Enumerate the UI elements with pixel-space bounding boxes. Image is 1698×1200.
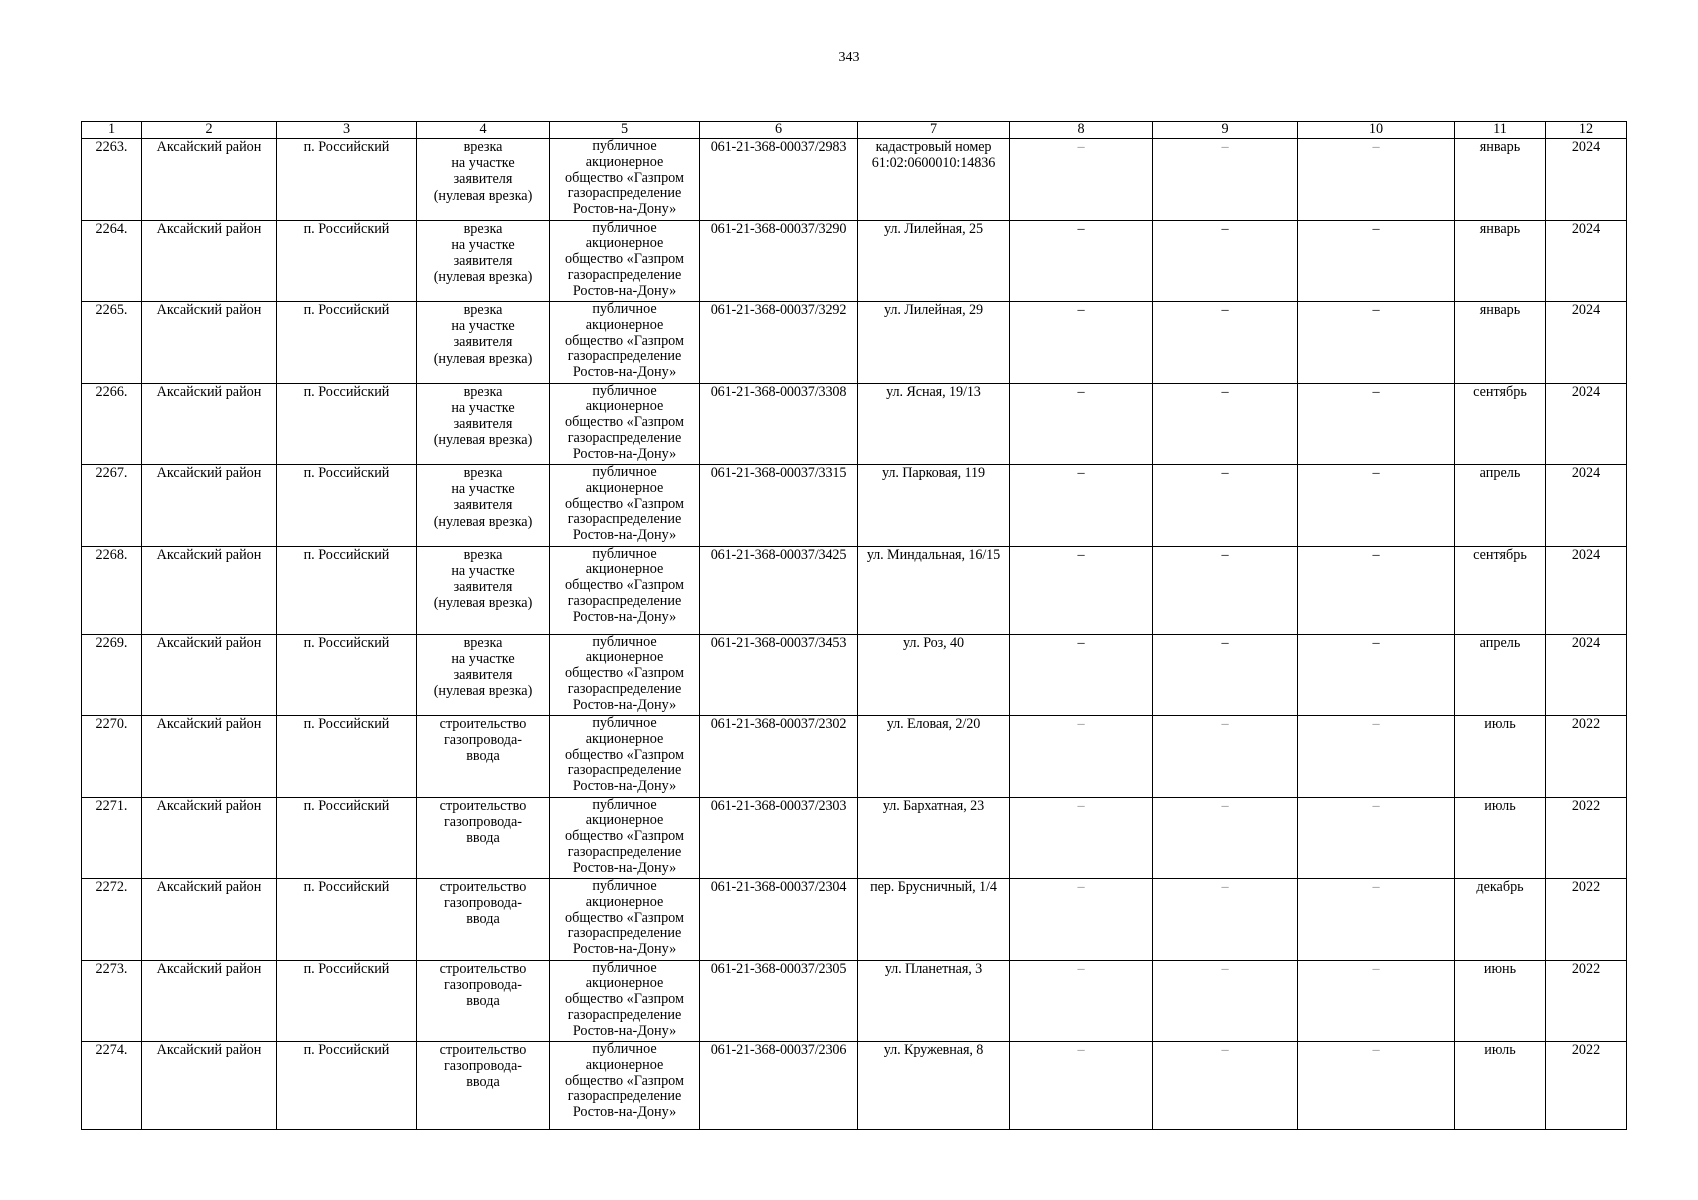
work_type-line: заявителя <box>453 334 513 351</box>
column-9-cell: – <box>1153 302 1298 384</box>
column-9-cell: – <box>1153 960 1298 1042</box>
column-8-cell: – <box>1010 302 1153 384</box>
organization-cell <box>550 302 700 384</box>
month-cell: декабрь <box>1455 879 1546 961</box>
table-row <box>82 716 1627 798</box>
work_type-line: ввода <box>466 748 500 765</box>
address-cell <box>858 465 1010 547</box>
year-cell: 2024 <box>1546 383 1627 465</box>
year-cell: 2022 <box>1546 1042 1627 1130</box>
organization-cell <box>550 465 700 547</box>
organization-line: акционерное <box>585 730 664 747</box>
settlement-cell: п. Российский <box>277 383 417 465</box>
year-cell: 2022 <box>1546 960 1627 1042</box>
organization-line: Ростов-на-Дону» <box>572 201 677 218</box>
row-number-cell: 2268. <box>82 546 142 634</box>
year-cell: 2022 <box>1546 797 1627 879</box>
organization-line: Ростов-на-Дону» <box>572 282 677 299</box>
settlement-cell: п. Российский <box>277 546 417 634</box>
organization-line: газораспределение <box>567 266 682 283</box>
organization-line: Ростов-на-Дону» <box>572 1104 677 1121</box>
row-number-cell: 2264. <box>82 220 142 302</box>
work_type-line: заявителя <box>453 578 513 595</box>
application-code-cell: 061-21-368-00037/3453 <box>700 634 858 716</box>
address-line: ул. Еловая, 2/20 <box>886 716 981 732</box>
application-code-cell: 061-21-368-00037/3290 <box>700 220 858 302</box>
table-row <box>82 139 1627 221</box>
address-cell <box>858 546 1010 634</box>
column-10-cell: – <box>1298 1042 1455 1130</box>
district-cell: Аксайский район <box>142 1042 277 1130</box>
organization-line: газораспределение <box>567 429 682 446</box>
address-line: ул. Ясная, 19/13 <box>886 383 981 400</box>
application-code-cell: 061-21-368-00037/2302 <box>700 716 858 798</box>
month-cell: апрель <box>1455 465 1546 547</box>
organization-line: публичное <box>592 220 657 236</box>
organization-line: общество «Газпром <box>565 991 684 1008</box>
organization-line: общество «Газпром <box>565 577 684 594</box>
column-9-cell: – <box>1153 220 1298 302</box>
organization-line: акционерное <box>585 1056 664 1073</box>
organization-line: акционерное <box>585 398 664 415</box>
month-cell: январь <box>1455 139 1546 221</box>
application-code-cell: 061-21-368-00037/2305 <box>700 960 858 1042</box>
work_type-line: (нулевая врезка) <box>433 187 533 204</box>
table-row <box>82 302 1627 384</box>
organization-line: газораспределение <box>567 592 682 609</box>
column-number-header-row <box>82 122 1627 139</box>
work_type-line: врезка <box>463 465 503 481</box>
organization-line: газораспределение <box>567 843 682 860</box>
address-line: ул. Роз, 40 <box>902 634 965 651</box>
work-type-cell <box>417 960 550 1042</box>
work_type-line: (нулевая врезка) <box>433 269 533 286</box>
column-8-cell: – <box>1010 716 1153 798</box>
work_type-line: газопровода- <box>443 976 523 993</box>
organization-line: акционерное <box>585 812 664 829</box>
work_type-line: (нулевая врезка) <box>433 432 533 449</box>
application-code-cell: 061-21-368-00037/3308 <box>700 383 858 465</box>
organization-line: Ростов-на-Дону» <box>572 859 677 876</box>
address-cell <box>858 960 1010 1042</box>
work_type-line: строительство <box>439 1042 527 1058</box>
page-number: 343 <box>838 50 860 65</box>
month-cell: январь <box>1455 220 1546 302</box>
work_type-line: на участке <box>451 318 515 335</box>
work_type-line: врезка <box>463 302 503 318</box>
settlement-cell: п. Российский <box>277 797 417 879</box>
work_type-line: заявителя <box>453 171 513 188</box>
table-row <box>82 960 1627 1042</box>
organization-line: газораспределение <box>567 680 682 697</box>
organization-cell <box>550 634 700 716</box>
organization-line: общество «Газпром <box>565 1072 684 1089</box>
district-cell: Аксайский район <box>142 716 277 798</box>
column-8-cell: – <box>1010 139 1153 221</box>
organization-line: газораспределение <box>567 511 682 528</box>
application-code-cell: 061-21-368-00037/3292 <box>700 302 858 384</box>
year-cell: 2024 <box>1546 634 1627 716</box>
work_type-line: ввода <box>466 829 500 846</box>
column-10-cell: – <box>1298 139 1455 221</box>
work_type-line: (нулевая врезка) <box>433 683 533 700</box>
work_type-line: газопровода- <box>443 895 523 912</box>
work_type-line: заявителя <box>453 252 513 269</box>
address-line: ул. Кружевная, 8 <box>883 1042 984 1058</box>
address-line: ул. Лилейная, 25 <box>884 220 983 237</box>
table-row <box>82 1042 1627 1130</box>
work_type-line: заявителя <box>453 666 513 683</box>
work_type-line: врезка <box>463 220 503 237</box>
work-type-cell <box>417 465 550 547</box>
column-header-3: 3 <box>277 122 417 139</box>
year-cell: 2024 <box>1546 546 1627 634</box>
organization-line: публичное <box>592 383 657 399</box>
work-type-cell <box>417 634 550 716</box>
address-line: 61:02:0600010:14836 <box>871 155 996 172</box>
organization-line: Ростов-на-Дону» <box>572 608 677 625</box>
table-row <box>82 546 1627 634</box>
organization-line: общество «Газпром <box>565 495 684 512</box>
work_type-line: на участке <box>451 399 515 416</box>
settlement-cell: п. Российский <box>277 465 417 547</box>
row-number-cell: 2270. <box>82 716 142 798</box>
column-9-cell: – <box>1153 383 1298 465</box>
work_type-line: газопровода- <box>443 813 523 830</box>
row-number-cell: 2269. <box>82 634 142 716</box>
address-cell <box>858 302 1010 384</box>
organization-line: газораспределение <box>567 348 682 365</box>
organization-line: общество «Газпром <box>565 332 684 349</box>
column-8-cell: – <box>1010 465 1153 547</box>
table-body <box>82 139 1627 1130</box>
column-8-cell: – <box>1010 546 1153 634</box>
column-header-6: 6 <box>700 122 858 139</box>
district-cell: Аксайский район <box>142 220 277 302</box>
column-10-cell: – <box>1298 716 1455 798</box>
settlement-cell: п. Российский <box>277 716 417 798</box>
organization-line: акционерное <box>585 649 664 666</box>
column-8-cell: – <box>1010 879 1153 961</box>
organization-line: публичное <box>592 878 657 894</box>
column-10-cell: – <box>1298 634 1455 716</box>
work_type-line: на участке <box>451 650 515 667</box>
column-10-cell: – <box>1298 465 1455 547</box>
organization-cell <box>550 716 700 798</box>
column-9-cell: – <box>1153 879 1298 961</box>
organization-line: Ростов-на-Дону» <box>572 696 677 713</box>
settlement-cell: п. Российский <box>277 879 417 961</box>
column-8-cell: – <box>1010 797 1153 879</box>
address-cell <box>858 716 1010 798</box>
organization-line: Ростов-на-Дону» <box>572 1022 677 1039</box>
column-10-cell: – <box>1298 960 1455 1042</box>
work_type-line: (нулевая врезка) <box>433 595 533 612</box>
organization-line: публичное <box>592 1041 657 1057</box>
work_type-line: ввода <box>466 992 500 1009</box>
column-8-cell: – <box>1010 383 1153 465</box>
table-row <box>82 797 1627 879</box>
settlement-cell: п. Российский <box>277 634 417 716</box>
month-cell: июль <box>1455 1042 1546 1130</box>
table-row <box>82 383 1627 465</box>
row-number-cell: 2271. <box>82 797 142 879</box>
organization-line: Ростов-на-Дону» <box>572 445 677 462</box>
organization-cell <box>550 546 700 634</box>
work-type-cell <box>417 797 550 879</box>
column-8-cell: – <box>1010 220 1153 302</box>
work_type-line: врезка <box>463 634 503 651</box>
organization-line: акционерное <box>585 316 664 333</box>
work-type-cell <box>417 1042 550 1130</box>
organization-line: Ростов-на-Дону» <box>572 778 677 795</box>
work-type-cell <box>417 220 550 302</box>
work_type-line: на участке <box>451 562 515 579</box>
work_type-line: (нулевая врезка) <box>433 350 533 367</box>
month-cell: апрель <box>1455 634 1546 716</box>
column-9-cell: – <box>1153 797 1298 879</box>
address-cell <box>858 1042 1010 1130</box>
district-cell: Аксайский район <box>142 960 277 1042</box>
district-cell: Аксайский район <box>142 139 277 221</box>
column-header-2: 2 <box>142 122 277 139</box>
organization-line: Ростов-на-Дону» <box>572 364 677 381</box>
address-cell <box>858 879 1010 961</box>
organization-line: публичное <box>592 464 657 480</box>
organization-cell <box>550 960 700 1042</box>
organization-line: публичное <box>592 546 657 562</box>
year-cell: 2024 <box>1546 220 1627 302</box>
column-10-cell: – <box>1298 546 1455 634</box>
month-cell: июнь <box>1455 960 1546 1042</box>
column-9-cell: – <box>1153 634 1298 716</box>
organization-line: акционерное <box>585 561 664 578</box>
organization-line: общество «Газпром <box>565 909 684 926</box>
row-number-cell: 2272. <box>82 879 142 961</box>
organization-line: Ростов-на-Дону» <box>572 527 677 544</box>
district-cell: Аксайский район <box>142 546 277 634</box>
row-number-cell: 2265. <box>82 302 142 384</box>
column-header-10: 10 <box>1298 122 1455 139</box>
row-number-cell: 2267. <box>82 465 142 547</box>
address-line: ул. Лилейная, 29 <box>884 302 983 318</box>
organization-line: акционерное <box>585 893 664 910</box>
work_type-line: заявителя <box>453 497 513 514</box>
month-cell: сентябрь <box>1455 383 1546 465</box>
year-cell: 2024 <box>1546 302 1627 384</box>
organization-cell <box>550 139 700 221</box>
work_type-line: на участке <box>451 236 515 253</box>
district-cell: Аксайский район <box>142 465 277 547</box>
organization-line: акционерное <box>585 153 664 170</box>
organization-line: газораспределение <box>567 185 682 202</box>
work_type-line: ввода <box>466 1074 500 1091</box>
organization-line: общество «Газпром <box>565 746 684 763</box>
work-type-cell <box>417 139 550 221</box>
column-9-cell: – <box>1153 139 1298 221</box>
organization-line: общество «Газпром <box>565 414 684 431</box>
application-code-cell: 061-21-368-00037/2303 <box>700 797 858 879</box>
month-cell: июль <box>1455 797 1546 879</box>
organization-line: газораспределение <box>567 1088 682 1105</box>
work_type-line: строительство <box>439 716 527 732</box>
organization-cell <box>550 1042 700 1130</box>
column-header-11: 11 <box>1455 122 1546 139</box>
organization-line: газораспределение <box>567 1006 682 1023</box>
address-line: ул. Бархатная, 23 <box>882 797 985 814</box>
column-header-4: 4 <box>417 122 550 139</box>
address-cell <box>858 797 1010 879</box>
application-code-cell: 061-21-368-00037/2304 <box>700 879 858 961</box>
work_type-line: на участке <box>451 155 515 172</box>
work-type-cell <box>417 302 550 384</box>
organization-cell <box>550 383 700 465</box>
work_type-line: газопровода- <box>443 732 523 749</box>
work_type-line: врезка <box>463 546 503 563</box>
organization-line: публичное <box>592 301 657 317</box>
column-10-cell: – <box>1298 220 1455 302</box>
organization-line: общество «Газпром <box>565 169 684 186</box>
column-8-cell: – <box>1010 960 1153 1042</box>
column-10-cell: – <box>1298 302 1455 384</box>
address-line: кадастровый номер <box>875 139 992 155</box>
settlement-cell: п. Российский <box>277 302 417 384</box>
column-header-12: 12 <box>1546 122 1627 139</box>
year-cell: 2024 <box>1546 139 1627 221</box>
work_type-line: врезка <box>463 139 503 155</box>
address-cell <box>858 634 1010 716</box>
application-code-cell: 061-21-368-00037/3425 <box>700 546 858 634</box>
work-type-cell <box>417 383 550 465</box>
organization-line: акционерное <box>585 235 664 252</box>
organization-line: газораспределение <box>567 925 682 942</box>
settlement-cell: п. Российский <box>277 139 417 221</box>
column-10-cell: – <box>1298 879 1455 961</box>
month-cell: сентябрь <box>1455 546 1546 634</box>
row-number-cell: 2273. <box>82 960 142 1042</box>
row-number-cell: 2266. <box>82 383 142 465</box>
district-cell: Аксайский район <box>142 634 277 716</box>
organization-line: акционерное <box>585 975 664 992</box>
year-cell: 2024 <box>1546 465 1627 547</box>
column-10-cell: – <box>1298 797 1455 879</box>
gas-connection-table <box>81 121 1627 1130</box>
organization-line: газораспределение <box>567 762 682 779</box>
column-10-cell: – <box>1298 383 1455 465</box>
year-cell: 2022 <box>1546 879 1627 961</box>
work_type-line: строительство <box>439 797 527 814</box>
column-9-cell: – <box>1153 465 1298 547</box>
organization-line: публичное <box>592 797 657 813</box>
table-row <box>82 465 1627 547</box>
work_type-line: строительство <box>439 960 527 977</box>
column-header-7: 7 <box>858 122 1010 139</box>
application-code-cell: 061-21-368-00037/2983 <box>700 139 858 221</box>
column-header-5: 5 <box>550 122 700 139</box>
organization-cell <box>550 879 700 961</box>
organization-cell <box>550 220 700 302</box>
address-line: ул. Планетная, 3 <box>884 960 983 977</box>
column-header-1: 1 <box>82 122 142 139</box>
address-cell <box>858 220 1010 302</box>
work_type-line: врезка <box>463 383 503 400</box>
organization-line: публичное <box>592 960 657 976</box>
address-cell <box>858 139 1010 221</box>
table-row <box>82 220 1627 302</box>
settlement-cell: п. Российский <box>277 960 417 1042</box>
table-row <box>82 879 1627 961</box>
work_type-line: ввода <box>466 911 500 928</box>
column-8-cell: – <box>1010 1042 1153 1130</box>
address-line: ул. Миндальная, 16/15 <box>866 546 1001 563</box>
address-line: пер. Брусничный, 1/4 <box>870 879 997 895</box>
work-type-cell <box>417 716 550 798</box>
organization-line: Ростов-на-Дону» <box>572 941 677 958</box>
column-9-cell: – <box>1153 546 1298 634</box>
work_type-line: строительство <box>439 879 527 895</box>
organization-line: общество «Газпром <box>565 828 684 845</box>
organization-line: общество «Газпром <box>565 665 684 682</box>
address-cell <box>858 383 1010 465</box>
organization-line: общество «Газпром <box>565 251 684 268</box>
month-cell: январь <box>1455 302 1546 384</box>
work_type-line: на участке <box>451 481 515 498</box>
work_type-line: заявителя <box>453 415 513 432</box>
work-type-cell <box>417 546 550 634</box>
application-code-cell: 061-21-368-00037/2306 <box>700 1042 858 1130</box>
work-type-cell <box>417 879 550 961</box>
application-code-cell: 061-21-368-00037/3315 <box>700 465 858 547</box>
organization-line: публичное <box>592 138 657 154</box>
column-8-cell: – <box>1010 634 1153 716</box>
column-9-cell: – <box>1153 716 1298 798</box>
table-row <box>82 634 1627 716</box>
district-cell: Аксайский район <box>142 879 277 961</box>
organization-line: акционерное <box>585 479 664 496</box>
district-cell: Аксайский район <box>142 302 277 384</box>
organization-cell <box>550 797 700 879</box>
district-cell: Аксайский район <box>142 383 277 465</box>
work_type-line: газопровода- <box>443 1058 523 1075</box>
column-header-9: 9 <box>1153 122 1298 139</box>
work_type-line: (нулевая врезка) <box>433 513 533 530</box>
month-cell: июль <box>1455 716 1546 798</box>
column-9-cell: – <box>1153 1042 1298 1130</box>
column-header-8: 8 <box>1010 122 1153 139</box>
organization-line: публичное <box>592 715 657 731</box>
settlement-cell: п. Российский <box>277 220 417 302</box>
settlement-cell: п. Российский <box>277 1042 417 1130</box>
address-line: ул. Парковая, 119 <box>881 465 986 481</box>
district-cell: Аксайский район <box>142 797 277 879</box>
row-number-cell: 2263. <box>82 139 142 221</box>
organization-line: публичное <box>592 634 657 650</box>
year-cell: 2022 <box>1546 716 1627 798</box>
row-number-cell: 2274. <box>82 1042 142 1130</box>
